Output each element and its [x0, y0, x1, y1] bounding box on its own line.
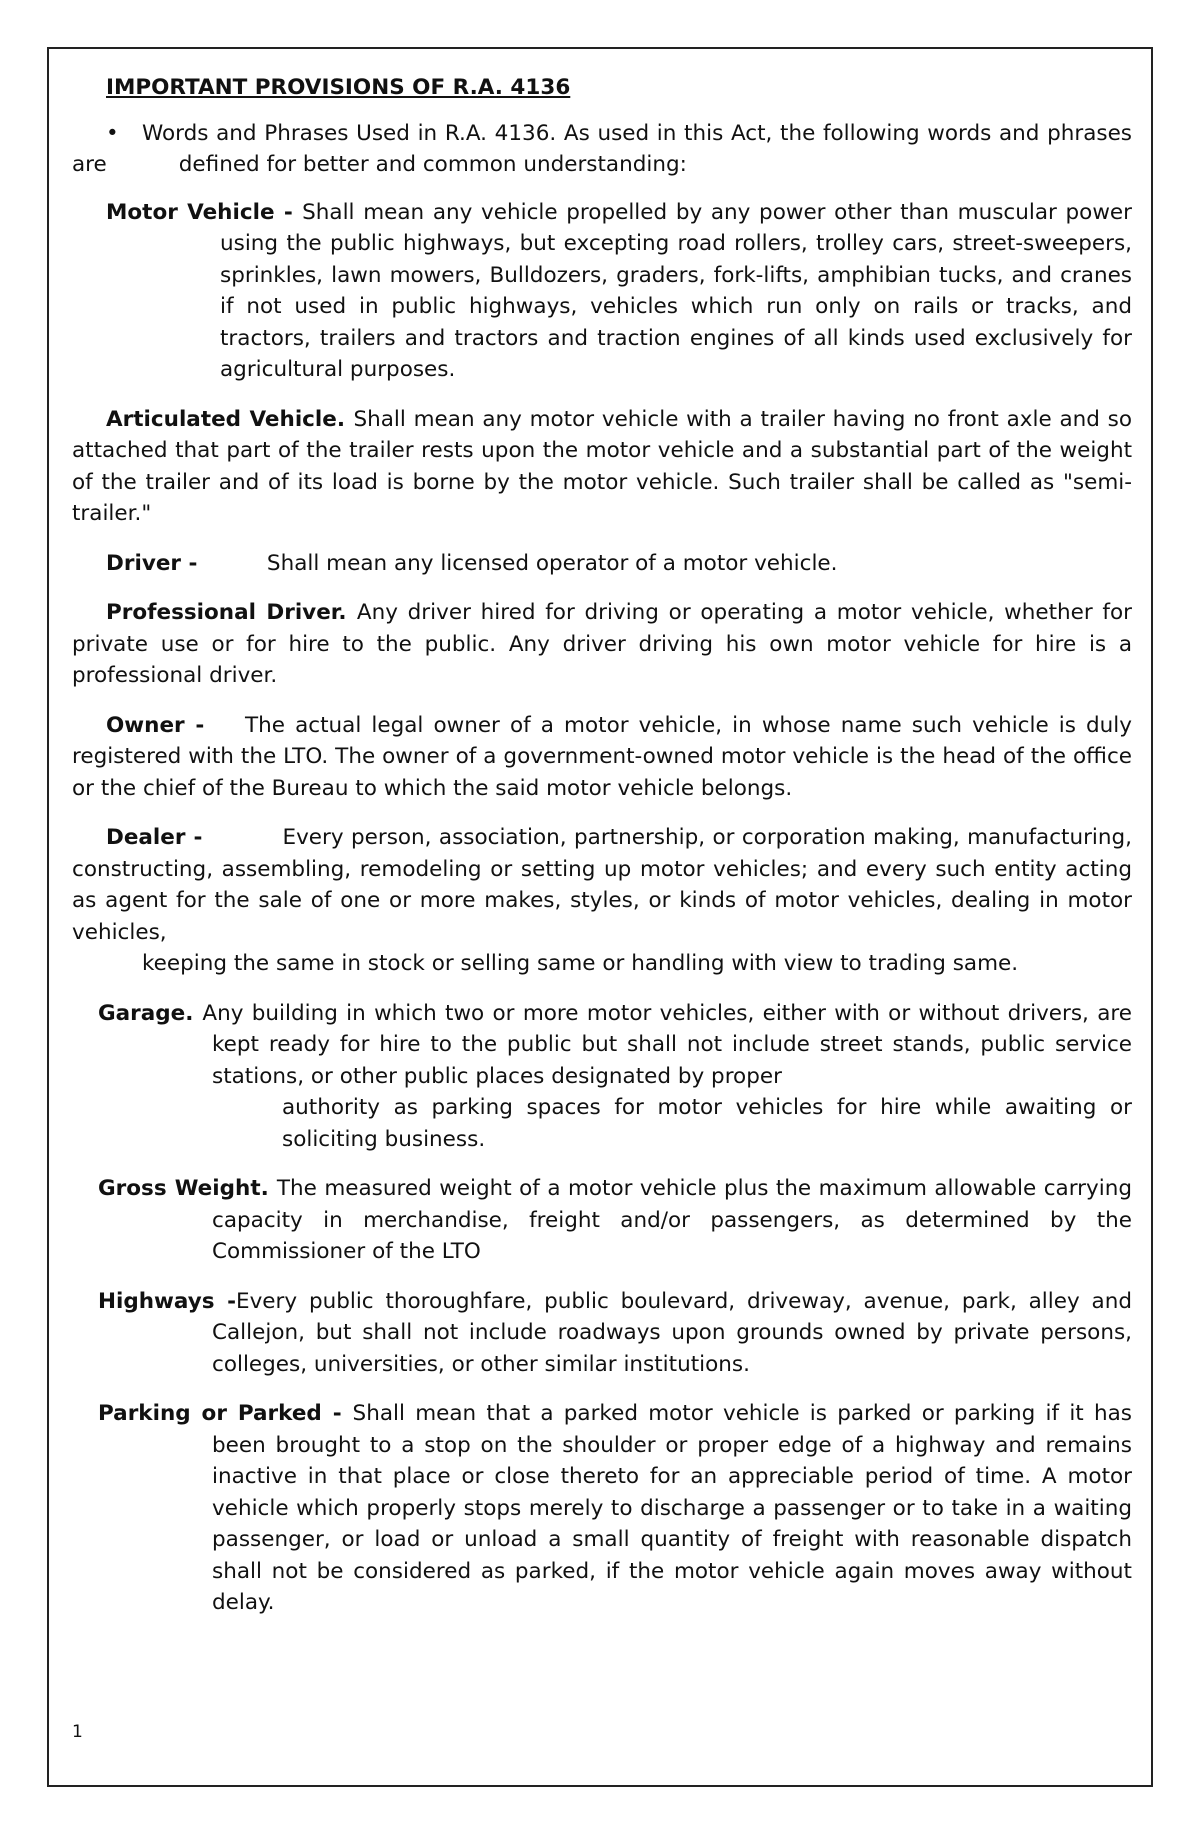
def-text-dealer: Every person, association, partnership, or corporation making, manufacturing, constructing, assembling, remodeling or setting up motor vehicles; and every such entity acting as agent for the sale of one or more makes, styles, or kinds of motor vehicles, dealing in motor vehicles,	[72, 825, 1132, 945]
definition-owner	[72, 710, 1132, 805]
def-text-dealer-cont: keeping the same in stock or selling same or handling with view to trading same.	[142, 951, 1019, 976]
def-text-owner: The actual legal owner of a motor vehicle, in whose name such vehicle is duly registered with the LTO. The owner of a government-owned motor vehicle is the head of the office or the chief of the Bureau to which the said motor vehicle belongs.	[72, 712, 1132, 801]
term-motor-vehicle: Motor Vehicle -	[106, 199, 303, 225]
term-garage: Garage.	[98, 1000, 203, 1026]
def-text-garage: Any building in which two or more motor vehicles, either with or without drivers, are kept ready for hire to the public but shall not include street stands, public service stations, or other public places designated by proper	[202, 1000, 1132, 1089]
intro-paragraph	[72, 118, 1132, 181]
definition-gross-weight	[72, 1173, 1132, 1268]
def-text-garage-cont: authority as parking spaces for motor vehicles for hire while awaiting or soliciting business.	[282, 1095, 1132, 1152]
term-gross-weight: Gross Weight.	[98, 1176, 277, 1201]
term-articulated-vehicle: Articulated Vehicle.	[106, 406, 354, 432]
term-highways: Highways -	[98, 1288, 236, 1314]
intro-text-a: Words and Phrases Used in R.A. 4136. As used in this Act, the following words and phrases are	[72, 120, 1132, 177]
def-text-professional-driver: Any driver hired for driving or operating a motor vehicle, whether for private use or for hire to the public. Any driver driving his own motor vehicle for hire is a professional driver.	[72, 600, 1132, 688]
definition-highways	[72, 1286, 1132, 1381]
def-text-articulated-vehicle: Shall mean any motor vehicle with a trailer having no front axle and so attached that part of the trailer rests upon the motor vehicle and a substantial part of the weight of the trailer and of its load is borne by the motor vehicle. Such trailer shall be called as "semi-trailer."	[72, 406, 1132, 526]
definition-professional-driver	[72, 597, 1132, 692]
definition-garage	[72, 998, 1132, 1156]
term-professional-driver: Professional Driver.	[106, 600, 357, 625]
def-text-highways: Every public thoroughfare, public boulevard, driveway, avenue, park, alley and Callejon, but shall not include roadways upon grounds owned by private persons, colleges, universities, or other similar institutions.	[212, 1288, 1132, 1377]
document-title: IMPORTANT PROVISIONS OF R.A. 4136	[106, 75, 571, 100]
def-text-parking: Shall mean that a parked motor vehicle is parked or parking if it has been brought to a stop on the shoulder or proper edge of a highway and remains inactive in that place or close thereto for an appreciable period of time. A motor vehicle which properly stops merely to discharge a passenger or to take in a waiting passenger, or load or unload a small quantity of freight with reasonable dispatch shall not be considered as parked, if the motor vehicle again moves away without delay.	[212, 1401, 1132, 1615]
intro-text-b: defined for better and common understanding:	[178, 152, 687, 177]
def-text-driver: Shall mean any licensed operator of a motor vehicle.	[266, 550, 838, 576]
definition-driver	[72, 548, 1132, 580]
bullet-icon: •	[106, 120, 119, 146]
document-body	[72, 72, 1132, 1637]
definition-motor-vehicle	[72, 197, 1132, 386]
definition-articulated-vehicle	[72, 404, 1132, 530]
term-parking: Parking or Parked -	[98, 1401, 353, 1426]
definition-parking	[72, 1398, 1132, 1619]
def-text-motor-vehicle: Shall mean any vehicle propelled by any power other than muscular power using the public highways, but excepting road rollers, trolley cars, street-sweepers, sprinkles, lawn mowers, Bulldozers, graders, fork-lifts, amphibian tucks, and cranes if not used in public highways, vehicles which run only on rails or tracks, and tractors, trailers and tractors and traction engines of all kinds used exclusively for agricultural purposes.	[220, 199, 1132, 382]
term-owner: Owner -	[106, 712, 216, 738]
term-driver: Driver -	[106, 550, 205, 576]
term-dealer: Dealer -	[106, 825, 211, 850]
definition-dealer	[72, 822, 1132, 980]
def-text-gross-weight: The measured weight of a motor vehicle plus the maximum allowable carrying capacity in merchandise, freight and/or passengers, as determined by the Commissioner of the LTO	[212, 1176, 1132, 1264]
page-number: 1	[72, 1722, 83, 1742]
